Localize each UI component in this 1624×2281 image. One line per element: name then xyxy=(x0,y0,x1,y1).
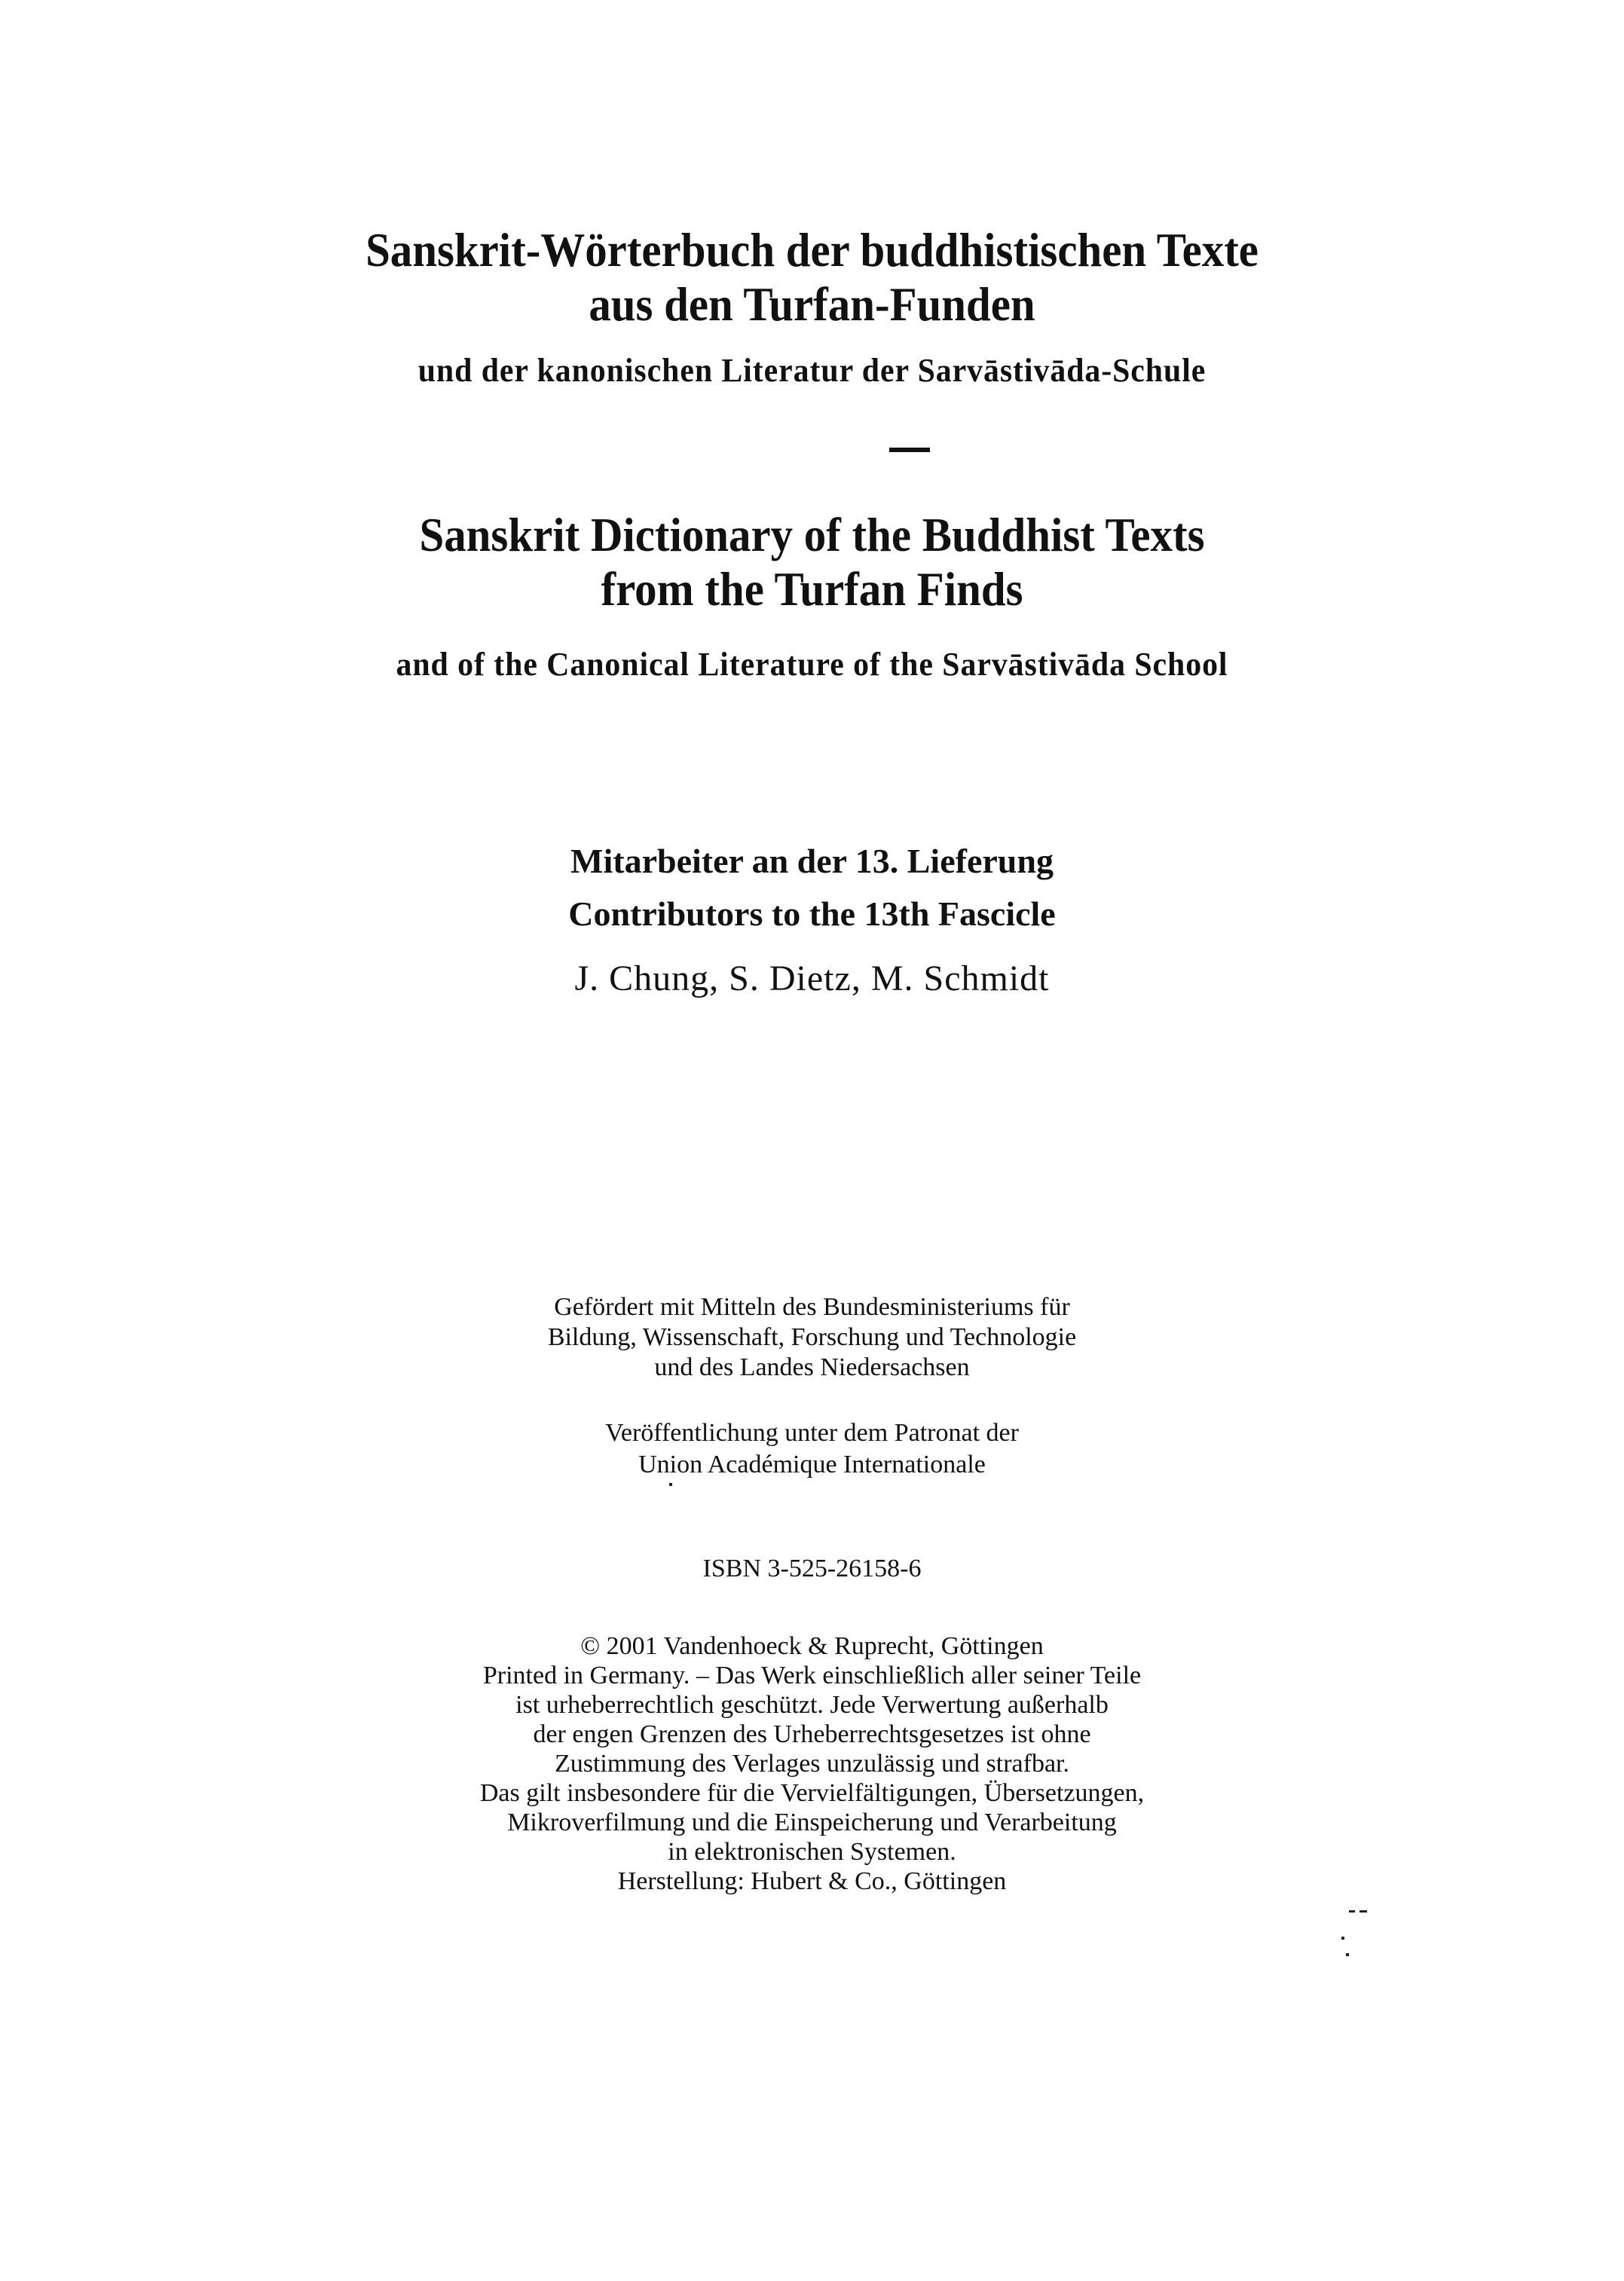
scan-speck xyxy=(1359,1910,1367,1913)
english-title-block-2 xyxy=(0,562,1624,616)
german-subtitle-block xyxy=(0,354,1624,387)
english-subtitle: and of the Canonical Literature of the Sarvāstivāda School xyxy=(396,646,1228,683)
scan-speck xyxy=(669,1483,672,1486)
copyright-line-7: Mikroverfilmung und die Einspeicherung und Verarbeitung xyxy=(507,1809,1117,1836)
contributors-heading-en: Contributors to the 13th Fascicle xyxy=(568,894,1056,933)
scan-speck xyxy=(1341,1937,1344,1940)
isbn: ISBN 3-525-26158-6 xyxy=(702,1555,922,1582)
contributors-names-block xyxy=(0,961,1624,997)
copyright-line-4: der engen Grenzen des Urheberrechtsgesetzes ist ohne xyxy=(533,1720,1091,1748)
separator-dash xyxy=(889,448,930,452)
funding-line-1: Gefördert mit Mitteln des Bundesministeriums für xyxy=(554,1293,1070,1321)
english-title-line-2: from the Turfan Finds xyxy=(601,562,1023,616)
copyright-line-2: Printed in Germany. – Das Werk einschließlich aller seiner Teile xyxy=(482,1662,1142,1689)
copyright-line-9: Herstellung: Hubert & Co., Göttingen xyxy=(617,1867,1007,1895)
german-title-line-1: Sanskrit-Wörterbuch der buddhistischen Texte xyxy=(365,223,1259,277)
funding-block xyxy=(0,1295,1624,1381)
contributors-heading-en-block xyxy=(0,894,1624,933)
copyright-line-3: ist urheberrechtlich geschützt. Jede Verwertung außerhalb xyxy=(515,1691,1109,1719)
copyright-line-1: © 2001 Vandenhoeck & Ruprecht, Göttingen xyxy=(580,1632,1044,1660)
copyright-line-6: Das gilt insbesondere für die Vervielfältigungen, Übersetzungen, xyxy=(479,1779,1145,1807)
copyright-block xyxy=(0,1634,1624,1894)
isbn-block xyxy=(0,1556,1624,1582)
scan-speck xyxy=(1349,1910,1355,1913)
copyright-line-8: in elektronischen Systemen. xyxy=(668,1838,956,1866)
scan-speck xyxy=(1346,1953,1349,1956)
funding-line-3: und des Landes Niedersachsen xyxy=(654,1353,970,1381)
contributor-names: J. Chung, S. Dietz, M. Schmidt xyxy=(574,959,1050,998)
english-title-block xyxy=(0,508,1624,561)
german-title-line-2: aus den Turfan-Funden xyxy=(589,277,1035,331)
patronage-line-1: Veröffentlichung unter dem Patronat der xyxy=(605,1419,1019,1447)
german-title-block-2 xyxy=(0,277,1624,331)
english-subtitle-block xyxy=(0,648,1624,681)
german-title-block xyxy=(0,223,1624,277)
funding-line-2: Bildung, Wissenschaft, Forschung und Technologie xyxy=(547,1323,1077,1351)
contributors-heading-de-block xyxy=(0,844,1624,879)
contributors-heading-de: Mitarbeiter an der 13. Lieferung xyxy=(570,842,1054,880)
german-subtitle: und der kanonischen Literatur der Sarvāstivāda-Schule xyxy=(417,352,1207,389)
english-title-line-1: Sanskrit Dictionary of the Buddhist Texts xyxy=(419,508,1205,561)
copyright-line-5: Zustimmung des Verlages unzulässig und strafbar. xyxy=(554,1750,1070,1778)
patronage-block xyxy=(0,1420,1624,1478)
patronage-line-2: Union Académique Internationale xyxy=(638,1451,986,1478)
